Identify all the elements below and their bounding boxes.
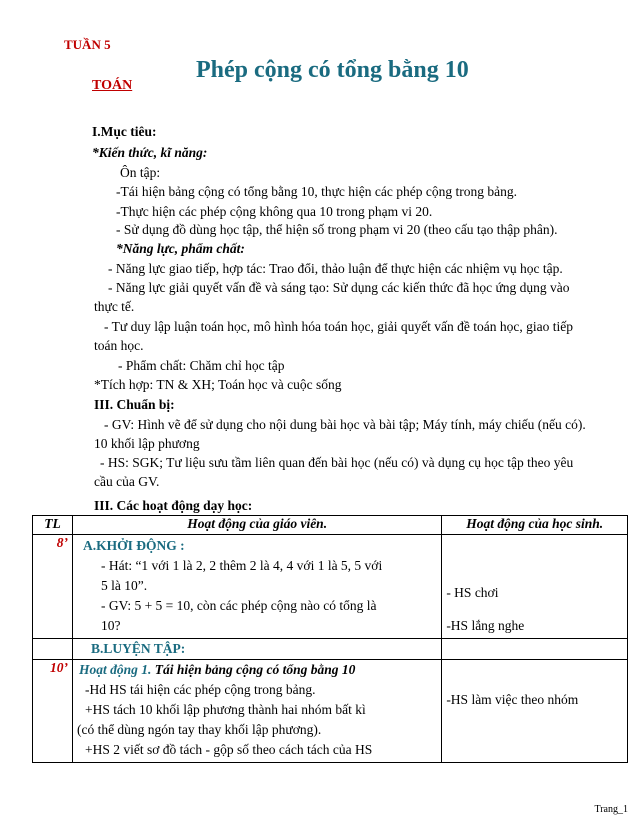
week-label: TUẦN 5 bbox=[64, 37, 111, 52]
teacher-line: 5 là 10”. bbox=[100, 578, 148, 593]
student-line: - HS chơi bbox=[446, 585, 499, 600]
teacher-line: - GV: 5 + 5 = 10, còn các phép cộng nào có tổng là bbox=[100, 598, 377, 613]
student-cell bbox=[442, 660, 628, 763]
activities-table bbox=[32, 515, 628, 763]
competence-heading: *Năng lực, phẩm chất: bbox=[116, 241, 245, 256]
empty-cell bbox=[33, 639, 73, 660]
activity-heading bbox=[77, 660, 437, 680]
objectives-heading: I.Mục tiêu: bbox=[92, 124, 157, 139]
student-prep-b: cầu của GV. bbox=[94, 474, 160, 489]
competence-item-2a: - Năng lực giải quyết vấn đề và sáng tạo: Sử dụng các kiến thức đã học ứng dụng vào bbox=[108, 280, 570, 295]
student-cell bbox=[442, 535, 628, 639]
competence-item-3a: - Tư duy lập luận toán học, mô hình hóa toán học, giải quyết vấn đề toán học, giao tiếp bbox=[104, 319, 573, 334]
subject-label: TOÁN bbox=[92, 78, 133, 93]
row-time: 8’ bbox=[33, 535, 73, 639]
col-header-teacher: Hoạt động của giáo viên. bbox=[72, 516, 441, 535]
teacher-prep-a: - GV: Hình vẽ để sử dụng cho nội dung bài học và bài tập; Máy tính, máy chiếu (nếu có). bbox=[104, 417, 586, 432]
student-line: -HS làm việc theo nhóm bbox=[446, 692, 579, 707]
knowledge-item-2: -Thực hiện các phép cộng không qua 10 trong phạm vi 20. bbox=[116, 204, 433, 219]
student-line: -HS lắng nghe bbox=[446, 618, 525, 633]
preparation-heading: III. Chuẩn bị: bbox=[94, 397, 175, 412]
student-prep-a: - HS: SGK; Tư liệu sưu tầm liên quan đến bài học (nếu có) và dụng cụ học tập theo yêu bbox=[100, 455, 574, 470]
page-number: Trang_1 bbox=[594, 804, 628, 815]
teacher-line: (có thể dùng ngón tay thay khối lập phương). bbox=[76, 722, 322, 737]
table-header-row bbox=[33, 516, 628, 535]
competence-item-1: - Năng lực giao tiếp, hợp tác: Trao đổi, thảo luận để thực hiện các nhiệm vụ học tập. bbox=[108, 261, 563, 276]
competence-item-2b: thực tế. bbox=[94, 299, 135, 314]
teacher-line: - Hát: “1 với 1 là 2, 2 thêm 2 là 4, 4 với 1 là 5, 5 với bbox=[100, 558, 383, 573]
section-title-warmup: A.KHỞI ĐỘNG : bbox=[82, 538, 185, 553]
page-title: Phép cộng có tổng bằng 10 bbox=[196, 57, 469, 83]
empty-cell bbox=[442, 639, 628, 660]
teacher-cell bbox=[72, 535, 441, 639]
col-header-tl: TL bbox=[33, 516, 73, 535]
teacher-cell bbox=[72, 660, 441, 763]
table-row bbox=[33, 639, 628, 660]
row-time: 10’ bbox=[33, 660, 73, 763]
teacher-line: +HS 2 viết sơ đồ tách - gộp số theo cách tách của HS bbox=[84, 742, 373, 757]
activity-label: Hoạt động 1. bbox=[78, 662, 152, 677]
teacher-line: +HS tách 10 khối lập phương thành hai nhóm bất kì bbox=[84, 702, 366, 717]
col-header-student: Hoạt động của học sinh. bbox=[442, 516, 628, 535]
review-label: Ôn tập: bbox=[120, 165, 161, 180]
activity-title: Tái hiện bảng cộng có tổng bằng 10 bbox=[154, 662, 356, 677]
teacher-prep-b: 10 khối lập phương bbox=[94, 436, 200, 451]
teacher-line: 10? bbox=[100, 618, 121, 633]
teacher-line: -Hd HS tái hiện các phép cộng trong bảng. bbox=[84, 682, 316, 697]
knowledge-heading: *Kiến thức, kĩ năng: bbox=[92, 145, 208, 160]
table-row bbox=[33, 535, 628, 639]
knowledge-item-1: -Tái hiện bảng cộng có tổng bằng 10, thực hiện các phép cộng trong bảng. bbox=[116, 184, 517, 199]
integration-item: *Tích hợp: TN & XH; Toán học và cuộc sống bbox=[94, 377, 342, 392]
table-row bbox=[33, 660, 628, 763]
section-cell bbox=[72, 639, 441, 660]
knowledge-item-3: - Sử dụng đồ dùng học tập, thể hiện số trong phạm vi 20 (theo cấu tạo thập phân). bbox=[116, 222, 558, 237]
activities-heading: III. Các hoạt động dạy học: bbox=[94, 498, 253, 513]
quality-item: - Phẩm chất: Chăm chỉ học tập bbox=[118, 358, 285, 373]
competence-item-3b: toán học. bbox=[94, 338, 144, 353]
section-title-practice: B.LUYỆN TẬP: bbox=[90, 641, 186, 656]
